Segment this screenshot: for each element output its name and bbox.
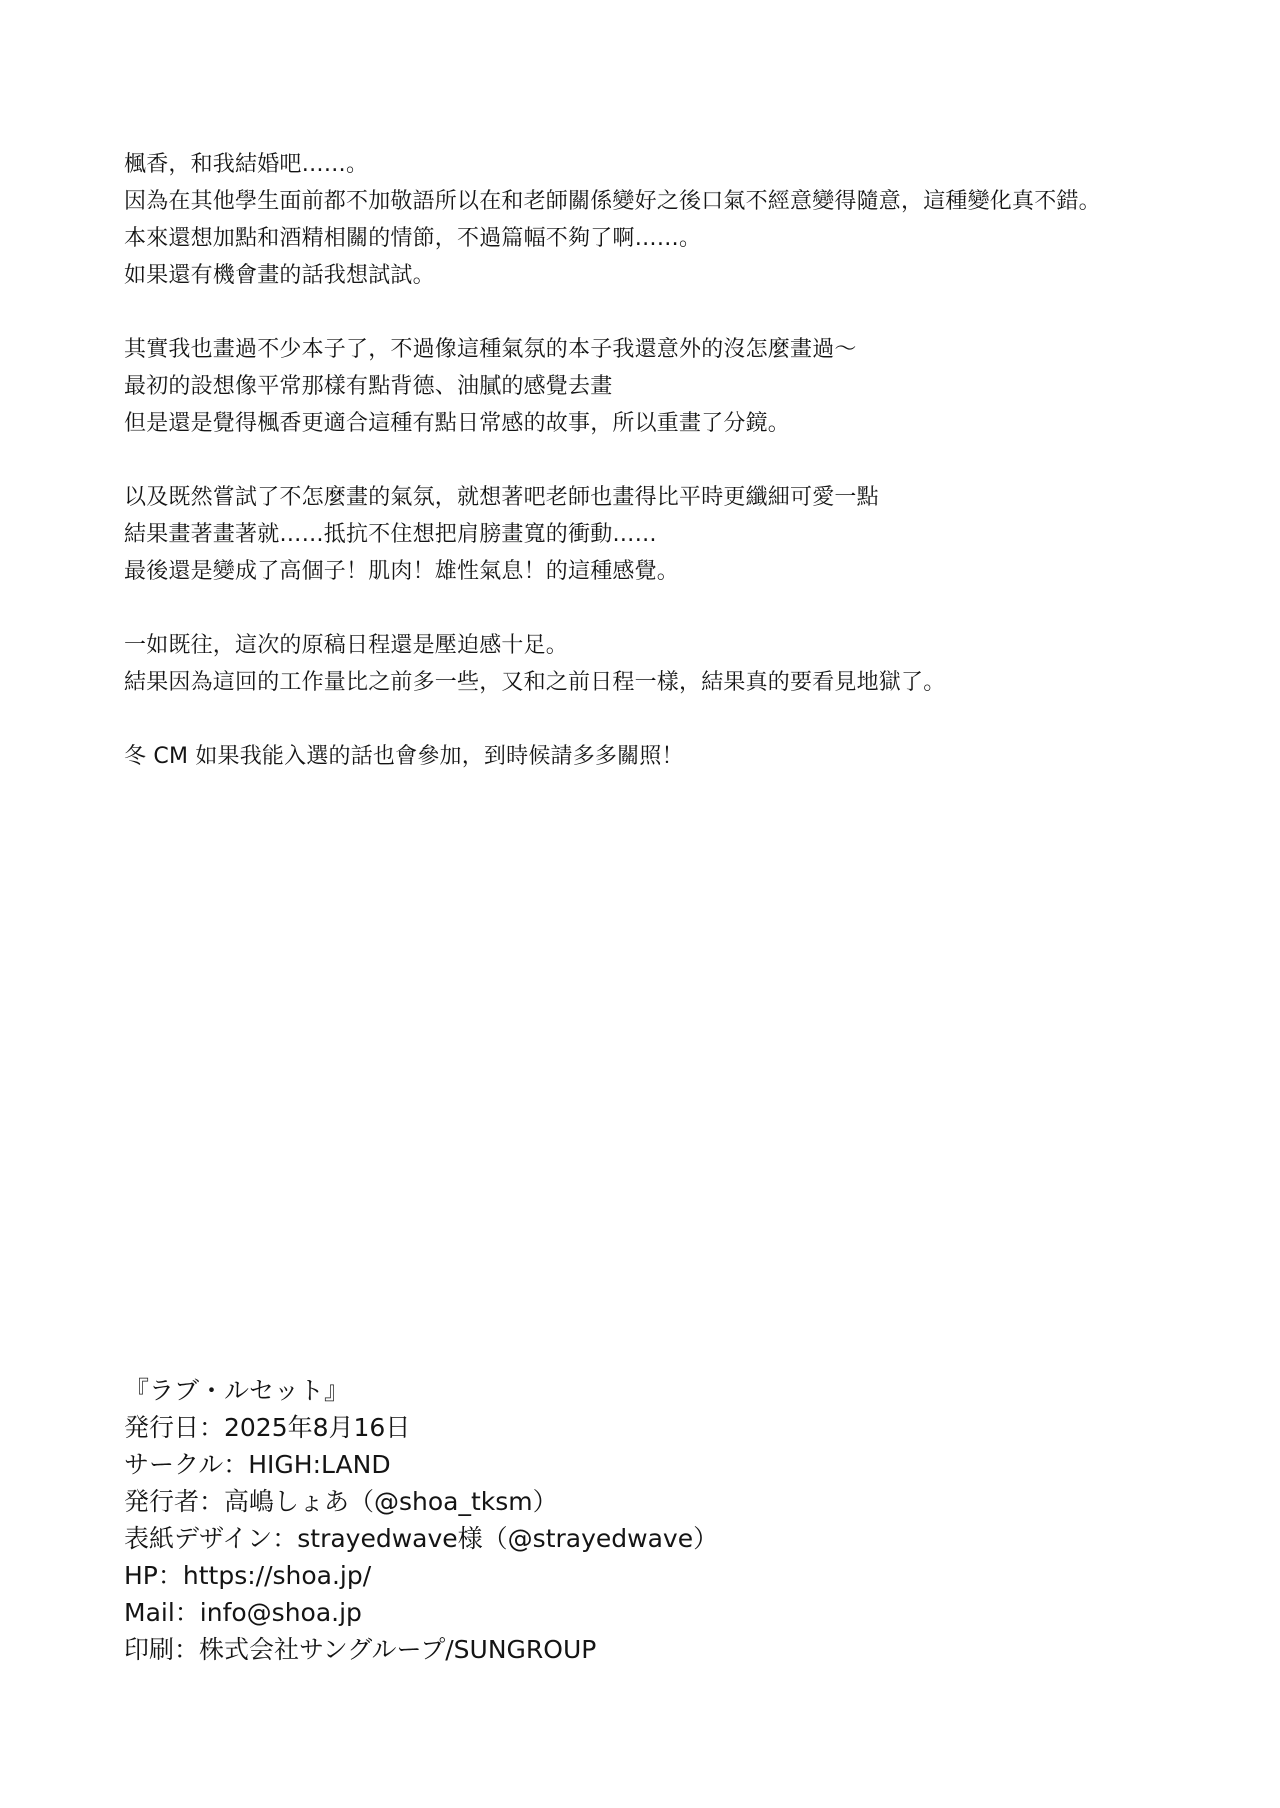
afterword-paragraph-4 <box>124 627 1244 701</box>
afterword-line: 冬 CM 如果我能入選的話也會參加，到時候請多多關照！ <box>124 744 684 769</box>
afterword-line: 最後還是變成了高個子！肌肉！雄性氣息！的這種感覺。 <box>124 559 680 584</box>
afterword-line: 如果還有機會畫的話我想試試。 <box>124 263 435 288</box>
afterword-paragraph-1 <box>124 146 1244 294</box>
afterword-line: 因為在其他學生面前都不加敬語所以在和老師關係變好之後口氣不經意變得隨意，這種變化真不錯。 <box>124 189 1101 214</box>
afterword-paragraph-5 <box>124 738 1244 775</box>
afterword-line: 其實我也畫過不少本子了，不過像這種氣氛的本子我還意外的沒怎麼畫過～ <box>124 337 857 362</box>
afterword-line: 本來還想加點和酒精相關的情節，不過篇幅不夠了啊……。 <box>124 226 702 251</box>
colophon <box>124 1372 1124 1668</box>
colophon-publisher: 発行者：高嶋しょあ（@shoa_tksm） <box>124 1487 558 1516</box>
afterword-line: 楓香，和我結婚吧……。 <box>124 152 369 177</box>
colophon-cover-design: 表紙デザイン：strayedwave様（@strayedwave） <box>124 1524 719 1553</box>
colophon-printer: 印刷：株式会社サングループ/SUNGROUP <box>124 1635 597 1664</box>
afterword-line: 一如既往，這次的原稿日程還是壓迫感十足。 <box>124 633 569 658</box>
afterword-line: 最初的設想像平常那樣有點背德、油膩的感覺去畫 <box>124 374 613 399</box>
afterword-line: 結果畫著畫著就……抵抗不住想把肩膀畫寬的衝動…… <box>124 522 657 547</box>
afterword-text <box>124 146 1244 775</box>
colophon-mail: Mail：info@shoa.jp <box>124 1598 362 1627</box>
afterword-line: 結果因為這回的工作量比之前多一些，又和之前日程一樣，結果真的要看見地獄了。 <box>124 670 946 695</box>
colophon-circle: サークル：HIGH:LAND <box>124 1450 391 1479</box>
colophon-date: 発行日：2025年8月16日 <box>124 1413 411 1442</box>
afterword-paragraph-3 <box>124 479 1244 590</box>
afterword-line: 但是還是覺得楓香更適合這種有點日常感的故事，所以重畫了分鏡。 <box>124 411 791 436</box>
colophon-title: 『ラブ・ルセット』 <box>124 1376 350 1405</box>
afterword-paragraph-2 <box>124 331 1244 442</box>
afterword-line: 以及既然嘗試了不怎麼畫的氣氛，就想著吧老師也畫得比平時更纖細可愛一點 <box>124 485 879 510</box>
colophon-hp-link: HP：https://shoa.jp/ <box>124 1561 372 1590</box>
